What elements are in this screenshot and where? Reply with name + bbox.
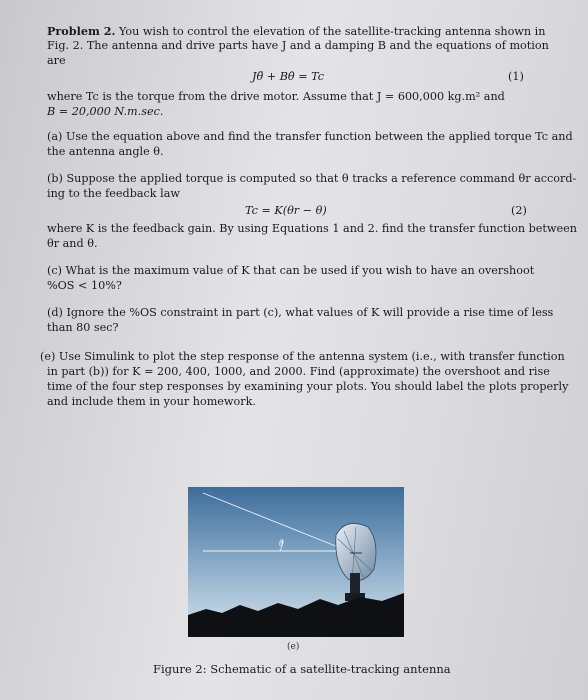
part-a-line-2: the antenna angle θ. <box>47 145 164 158</box>
problem-intro-line-1: Problem 2. You wish to control the elevation of the satellite-tracking antenna shown in <box>47 24 546 38</box>
part-a-line-1: (a) Use the equation above and find the transfer function between the applied torque Tc and <box>47 130 573 143</box>
part-c-line-1: (c) What is the maximum value of K that can be used if you wish to have an overshoot <box>47 264 535 277</box>
antenna-figure <box>188 487 404 637</box>
angle-label: θ <box>279 539 284 548</box>
part-e-line-3: time of the four step responses by examining your plots. You should label the plots properly <box>47 380 569 393</box>
part-d-line-2: than 80 sec? <box>47 321 119 334</box>
where-1-line-1: where Tc is the torque from the drive motor. Assume that J = 600,000 kg.m² and <box>47 90 505 103</box>
equation-1: Jθ̈ + Bθ̇ = Tc <box>252 70 325 83</box>
equation-2: Tc = K(θr − θ) <box>245 204 327 217</box>
figure-sub-label: (e) <box>287 642 300 652</box>
problem-intro-line-3: are <box>47 54 66 67</box>
equation-2-number: (2) <box>511 204 527 217</box>
part-d-line-1: (d) Ignore the %OS constraint in part (c), what values of K will provide a rise time of less <box>47 306 554 319</box>
part-e-line-4: and include them in your homework. <box>47 395 256 408</box>
where-2-line-1: where K is the feedback gain. By using Equations 1 and 2. find the transfer function between <box>47 222 577 235</box>
where-1-line-2: B = 20,000 N.m.sec. <box>47 105 164 118</box>
part-e-line-1: (e) Use Simulink to plot the step response of the antenna system (i.e., with transfer function <box>40 350 565 363</box>
where-2-line-2: θr and θ. <box>47 237 98 250</box>
part-e-line-2: in part (b)) for K = 200, 400, 1000, and 2000. Find (approximate) the overshoot and rise <box>47 365 550 378</box>
equation-1-number: (1) <box>508 70 524 83</box>
part-b-line-1: (b) Suppose the applied torque is computed so that θ tracks a reference command θr accord- <box>47 172 577 185</box>
part-c-line-2: %OS < 10%? <box>47 279 122 292</box>
figure-caption: Figure 2: Schematic of a satellite-tracking antenna <box>153 662 451 676</box>
part-b-line-2: ing to the feedback law <box>47 187 180 200</box>
problem-intro-line-2: Fig. 2. The antenna and drive parts have J and a damping B and the equations of motion <box>47 39 549 52</box>
problem-label: Problem 2. <box>47 24 116 38</box>
antenna-illustration <box>188 487 404 637</box>
